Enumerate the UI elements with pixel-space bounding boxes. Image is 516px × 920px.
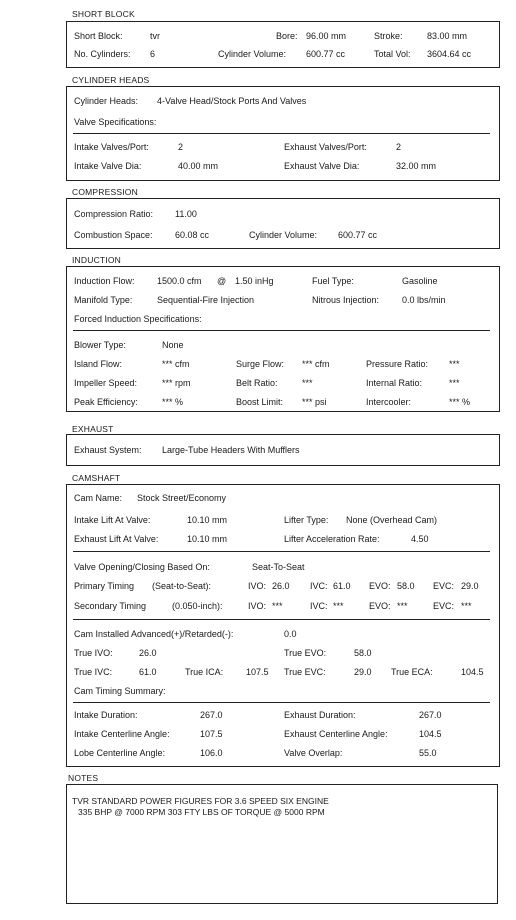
secondary-ivc-label: IVC: (310, 601, 328, 611)
compression-panel (66, 198, 500, 249)
exhaust-centerline-label: Exhaust Centerline Angle: (284, 729, 388, 739)
secondary-evo-label: EVO: (369, 601, 391, 611)
lifter-accel-label: Lifter Acceleration Rate: (284, 534, 380, 544)
exhaust-duration-value: 267.0 (419, 710, 442, 720)
true-evo-value: 58.0 (354, 648, 372, 658)
island-flow-value: *** cfm (162, 359, 190, 369)
primary-timing-sub: (Seat-to-Seat): (152, 581, 212, 591)
peak-efficiency-label: Peak Efficiency: (74, 397, 138, 407)
exhaust-centerline-value: 104.5 (419, 729, 442, 739)
compression-title: COMPRESSION (72, 187, 138, 197)
short-block-title: SHORT BLOCK (72, 9, 135, 19)
cam-installed-value: 0.0 (284, 629, 297, 639)
compression-cyl-volume-label: Cylinder Volume: (249, 230, 318, 240)
cam-name-value: Stock Street/Economy (137, 493, 227, 503)
cyl-volume-value: 600.77 cc (306, 49, 346, 59)
belt-ratio-value: *** (302, 378, 313, 388)
induction-flow-value: 1500.0 cfm (157, 276, 202, 286)
secondary-ivc-value: *** (333, 601, 344, 611)
combustion-space-label: Combustion Space: (74, 230, 153, 240)
valve-spec-label: Valve Specifications: (74, 117, 157, 127)
pressure-ratio-value: *** (449, 359, 460, 369)
surge-flow-value: *** cfm (302, 359, 330, 369)
divider (73, 702, 490, 703)
induction-flow-at: @ (217, 276, 227, 286)
intake-duration-value: 267.0 (200, 710, 223, 720)
true-ivo-value: 26.0 (139, 648, 157, 658)
cylinders-label: No. Cylinders: (74, 49, 131, 59)
surge-flow-label: Surge Flow: (236, 359, 285, 369)
induction-title: INDUCTION (72, 255, 122, 265)
true-ivo-label: True IVO: (74, 648, 113, 658)
nitrous-value: 0.0 lbs/min (402, 295, 446, 305)
blower-value: None (162, 340, 184, 350)
heads-label: Cylinder Heads: (74, 96, 139, 106)
intake-centerline-value: 107.5 (200, 729, 223, 739)
valve-oc-value: Seat-To-Seat (252, 562, 305, 572)
valve-overlap-label: Valve Overlap: (284, 748, 343, 758)
lifter-type-value: None (Overhead Cam) (346, 515, 438, 525)
intake-lift-label: Intake Lift At Valve: (74, 515, 151, 525)
secondary-evc-label: EVC: (433, 601, 455, 611)
true-evc-value: 29.0 (354, 667, 372, 677)
primary-evo-value: 58.0 (397, 581, 415, 591)
intake-valves-label: Intake Valves/Port: (74, 142, 149, 152)
lobe-centerline-value: 106.0 (200, 748, 223, 758)
boost-limit-label: Boost Limit: (236, 397, 284, 407)
divider (73, 551, 490, 552)
stroke-label: Stroke: (374, 31, 403, 41)
cyl-volume-label: Cylinder Volume: (218, 49, 287, 59)
lifter-accel-value: 4.50 (411, 534, 429, 544)
cam-summary-label: Cam Timing Summary: (74, 686, 166, 696)
primary-ivo-label: IVO: (248, 581, 267, 591)
true-evc-label: True EVC: (284, 667, 326, 677)
secondary-timing-sub: (0.050-inch): (172, 601, 223, 611)
exhaust-dia-label: Exhaust Valve Dia: (284, 161, 360, 171)
exhaust-lift-label: Exhaust Lift At Valve: (74, 534, 159, 544)
true-eca-label: True ECA: (391, 667, 433, 677)
manifold-label: Manifold Type: (74, 295, 133, 305)
combustion-space-value: 60.08 cc (175, 230, 210, 240)
lifter-type-label: Lifter Type: (284, 515, 329, 525)
valve-overlap-value: 55.0 (419, 748, 437, 758)
intercooler-label: Intercooler: (366, 397, 412, 407)
boost-limit-value: *** psi (302, 397, 327, 407)
divider (73, 330, 490, 331)
primary-evc-label: EVC: (433, 581, 455, 591)
intake-dia-value: 40.00 mm (178, 161, 219, 171)
intake-lift-value: 10.10 mm (187, 515, 228, 525)
peak-efficiency-value: *** % (162, 397, 184, 407)
secondary-ivo-label: IVO: (248, 601, 267, 611)
total-vol-value: 3604.64 cc (427, 49, 472, 59)
short-block-panel (66, 21, 500, 68)
impeller-speed-value: *** rpm (162, 378, 191, 388)
internal-ratio-value: *** (449, 378, 460, 388)
secondary-evo-value: *** (397, 601, 408, 611)
bore-value: 96.00 mm (306, 31, 347, 41)
exhaust-title: EXHAUST (72, 424, 114, 434)
island-flow-label: Island Flow: (74, 359, 123, 369)
true-ica-label: True ICA: (185, 667, 224, 677)
primary-ivc-label: IVC: (310, 581, 328, 591)
secondary-evc-value: *** (461, 601, 472, 611)
camshaft-title: CAMSHAFT (72, 473, 121, 483)
induction-flow-label: Induction Flow: (74, 276, 135, 286)
blower-label: Blower Type: (74, 340, 126, 350)
induction-panel (66, 266, 500, 412)
belt-ratio-label: Belt Ratio: (236, 378, 278, 388)
short-block-value: tvr (150, 31, 160, 41)
notes-title: NOTES (68, 773, 99, 783)
primary-evc-value: 29.0 (461, 581, 479, 591)
exhaust-valves-label: Exhaust Valves/Port: (284, 142, 367, 152)
intake-centerline-label: Intake Centerline Angle: (74, 729, 170, 739)
divider (73, 133, 490, 134)
lobe-centerline-label: Lobe Centerline Angle: (74, 748, 166, 758)
divider (73, 619, 490, 620)
valve-oc-label: Valve Opening/Closing Based On: (74, 562, 210, 572)
impeller-speed-label: Impeller Speed: (74, 378, 138, 388)
exhaust-valves-value: 2 (396, 142, 402, 152)
short-block-label: Short Block: (74, 31, 123, 41)
exhaust-system-label: Exhaust System: (74, 445, 142, 455)
exhaust-system-value: Large-Tube Headers With Mufflers (162, 445, 300, 455)
cylinder-heads-title: CYLINDER HEADS (72, 75, 150, 85)
stroke-value: 83.00 mm (427, 31, 468, 41)
internal-ratio-label: Internal Ratio: (366, 378, 423, 388)
intercooler-value: *** % (449, 397, 471, 407)
intake-dia-label: Intake Valve Dia: (74, 161, 142, 171)
compression-ratio-label: Compression Ratio: (74, 209, 154, 219)
cylinders-value: 6 (150, 49, 156, 59)
exhaust-dia-value: 32.00 mm (396, 161, 437, 171)
primary-ivo-value: 26.0 (272, 581, 290, 591)
nitrous-label: Nitrous Injection: (312, 295, 380, 305)
compression-cyl-volume-value: 600.77 cc (338, 230, 378, 240)
true-evo-label: True EVO: (284, 648, 327, 658)
camshaft-panel (66, 484, 500, 767)
induction-flow-pressure: 1.50 inHg (235, 276, 274, 286)
true-ivc-value: 61.0 (139, 667, 157, 677)
secondary-timing-label: Secondary Timing (74, 601, 147, 611)
intake-duration-label: Intake Duration: (74, 710, 138, 720)
true-eca-value: 104.5 (461, 667, 484, 677)
true-ivc-label: True IVC: (74, 667, 113, 677)
primary-evo-label: EVO: (369, 581, 391, 591)
secondary-ivo-value: *** (272, 601, 283, 611)
cam-installed-label: Cam Installed Advanced(+)/Retarded(-): (74, 629, 234, 639)
heads-value: 4-Valve Head/Stock Ports And Valves (157, 96, 307, 106)
pressure-ratio-label: Pressure Ratio: (366, 359, 429, 369)
true-ica-value: 107.5 (246, 667, 269, 677)
fuel-type-label: Fuel Type: (312, 276, 354, 286)
total-vol-label: Total Vol: (374, 49, 411, 59)
primary-timing-label: Primary Timing (74, 581, 135, 591)
notes-line-1: TVR STANDARD POWER FIGURES FOR 3.6 SPEED SIX ENGINE (72, 796, 329, 806)
manifold-value: Sequential-Fire Injection (157, 295, 255, 305)
forced-induction-label: Forced Induction Specifications: (74, 314, 202, 324)
exhaust-duration-label: Exhaust Duration: (284, 710, 356, 720)
fuel-type-value: Gasoline (402, 276, 438, 286)
cam-name-label: Cam Name: (74, 493, 123, 503)
intake-valves-value: 2 (178, 142, 184, 152)
notes-line-2: 335 BHP @ 7000 RPM 303 FTY LBS OF TORQUE @ 5000 RPM (78, 807, 325, 817)
exhaust-lift-value: 10.10 mm (187, 534, 228, 544)
bore-label: Bore: (276, 31, 298, 41)
compression-ratio-value: 11.00 (175, 209, 197, 219)
primary-ivc-value: 61.0 (333, 581, 351, 591)
